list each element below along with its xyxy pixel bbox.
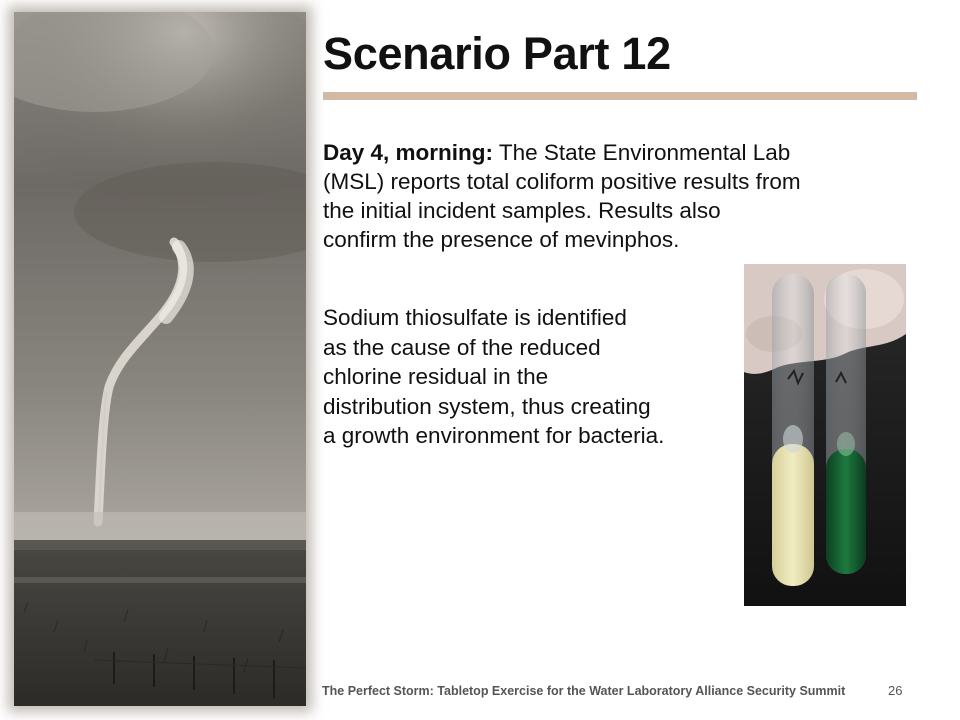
paragraph-line: chlorine residual in the (323, 364, 549, 389)
paragraph-line: Sodium thiosulfate is identified (323, 305, 627, 330)
paragraph-sodium-thiosulfate (323, 303, 743, 451)
paragraph-day4 (323, 138, 903, 254)
paragraph-line: confirm the presence of mevinphos. (323, 227, 680, 252)
footer-text: The Perfect Storm: Tabletop Exercise for the Water Laboratory Alliance Security Summit (322, 684, 846, 698)
tornado-photo (14, 12, 306, 706)
paragraph-line: a growth environment for bacteria. (323, 423, 665, 448)
paragraph-line: distribution system, thus creating (323, 393, 651, 419)
paragraph-line (323, 138, 903, 167)
paragraph-lead: Day 4, morning: (323, 140, 494, 165)
slide-title: Scenario Part 12 (323, 28, 671, 79)
paragraph-line: as the cause of the reduced (323, 334, 601, 360)
page-number: 26 (888, 683, 903, 698)
title-underline (323, 92, 917, 100)
paragraph-line: the initial incident samples. Results also (323, 198, 721, 223)
paragraph-text: The State Environmental Lab (493, 140, 791, 165)
test-tubes-photo (744, 264, 906, 606)
paragraph-line: (MSL) reports total coliform positive results from (323, 169, 801, 194)
